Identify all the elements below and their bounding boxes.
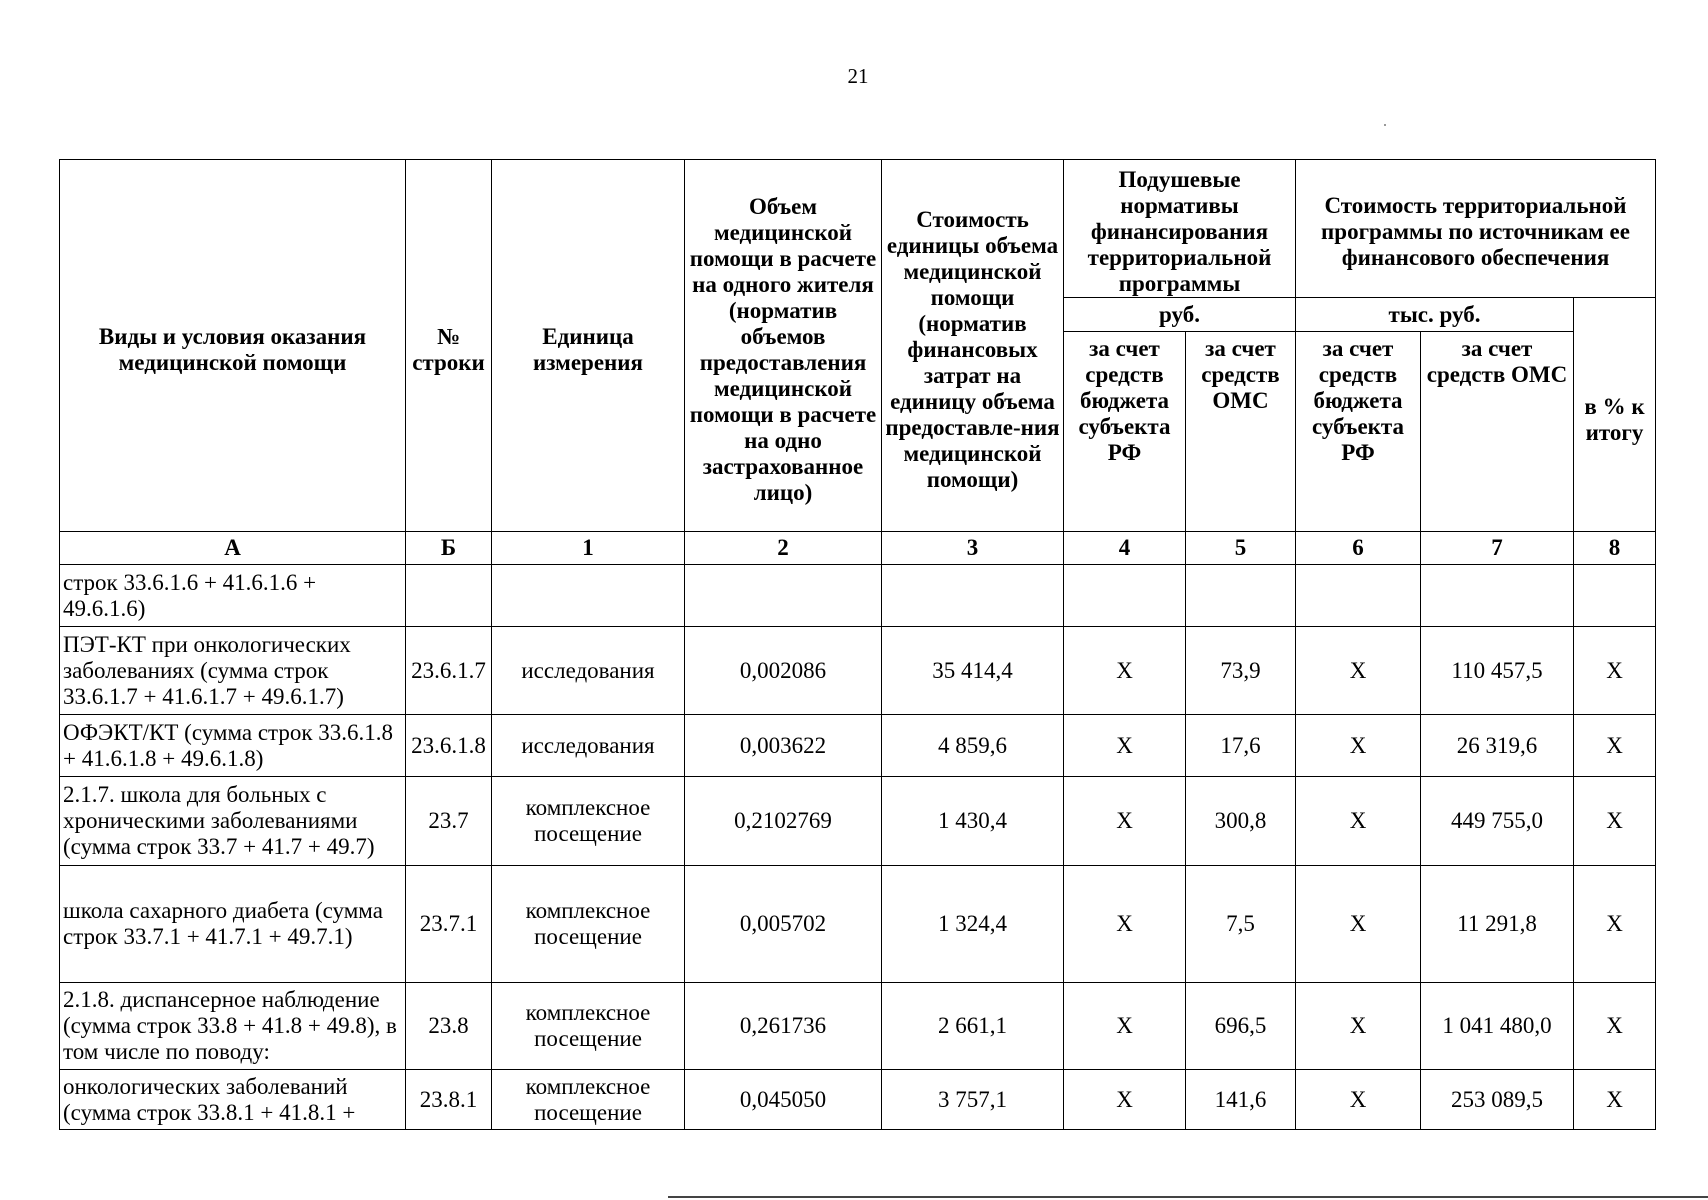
- row-line-number: [406, 565, 492, 627]
- scan-mark: [1384, 124, 1386, 126]
- table-row: [60, 715, 1656, 777]
- header-oms-cost: за счет средств ОМС: [1421, 332, 1574, 532]
- row-percent: X: [1574, 983, 1656, 1070]
- table-row: [60, 565, 1656, 627]
- row-name: ОФЭКТ/КТ (сумма строк 33.6.1.8 + 41.6.1.8 + 49.6.1.8): [60, 715, 406, 777]
- row-percent: X: [1574, 627, 1656, 715]
- header-line-number: № строки: [406, 160, 492, 532]
- row-oms-cost: 253 089,5: [1421, 1070, 1574, 1130]
- row-budget-cost: X: [1296, 627, 1421, 715]
- table-row: [60, 866, 1656, 983]
- row-budget-cost: X: [1296, 715, 1421, 777]
- header-unit: Единица измерения: [492, 160, 685, 532]
- row-unit: исследования: [492, 627, 685, 715]
- header-program-cost-group: Стоимость территориальной программы по источникам ее финансового обеспечения: [1296, 160, 1656, 298]
- row-unit-cost: 1 324,4: [882, 866, 1064, 983]
- row-volume: [685, 565, 882, 627]
- header-kind-of-care: Виды и условия оказания медицинской помощи: [60, 160, 406, 532]
- financing-table: [59, 159, 1656, 1130]
- index-cell: 4: [1064, 532, 1186, 565]
- row-budget-cost: [1296, 565, 1421, 627]
- row-oms-cost: 449 755,0: [1421, 777, 1574, 866]
- row-percent: X: [1574, 777, 1656, 866]
- row-oms-per-capita: 141,6: [1186, 1070, 1296, 1130]
- index-cell: 6: [1296, 532, 1421, 565]
- row-oms-cost: 1 041 480,0: [1421, 983, 1574, 1070]
- row-name: 2.1.7. школа для больных с хроническими заболеваниями (сумма строк 33.7 + 41.7 + 49.7): [60, 777, 406, 866]
- row-budget-per-capita: X: [1064, 777, 1186, 866]
- row-name: школа сахарного диабета (сумма строк 33.7.1 + 41.7.1 + 49.7.1): [60, 866, 406, 983]
- index-cell: А: [60, 532, 406, 565]
- header-oms-per-capita: за счет средств ОМС: [1186, 332, 1296, 532]
- index-cell: 5: [1186, 532, 1296, 565]
- row-volume: 0,045050: [685, 1070, 882, 1130]
- row-oms-cost: 110 457,5: [1421, 627, 1574, 715]
- row-oms-cost: 11 291,8: [1421, 866, 1574, 983]
- table-row: [60, 777, 1656, 866]
- header-unit-cost: Стоимость единицы объема медицинской помощи (норматив финансовых затрат на единицу объема предоставле-ния медицинской помощи): [882, 160, 1064, 532]
- row-volume: 0,002086: [685, 627, 882, 715]
- table-row: [60, 983, 1656, 1070]
- header-unit-thousand-rub: тыс. руб.: [1296, 298, 1574, 332]
- row-budget-per-capita: X: [1064, 627, 1186, 715]
- row-oms-per-capita: 73,9: [1186, 627, 1296, 715]
- row-percent: X: [1574, 866, 1656, 983]
- row-percent: X: [1574, 715, 1656, 777]
- row-oms-per-capita: 7,5: [1186, 866, 1296, 983]
- header-percent-of-total: в % к итогу: [1574, 298, 1656, 532]
- header-per-capita-group: Подушевые нормативы финансирования территориальной программы: [1064, 160, 1296, 298]
- row-oms-cost: 26 319,6: [1421, 715, 1574, 777]
- index-cell: 2: [685, 532, 882, 565]
- row-unit: комплексное посещение: [492, 777, 685, 866]
- row-line-number: 23.6.1.7: [406, 627, 492, 715]
- row-name: 2.1.8. диспансерное наблюдение (сумма строк 33.8 + 41.8 + 49.8), в том числе по поводу:: [60, 983, 406, 1070]
- row-percent: [1574, 565, 1656, 627]
- column-index-row: [60, 532, 1656, 565]
- row-oms-per-capita: 300,8: [1186, 777, 1296, 866]
- header-volume: Объем медицинской помощи в расчете на одного жителя (норматив объемов предоставления медицинской помощи в расчете на одно застрахованное лицо): [685, 160, 882, 532]
- row-budget-cost: X: [1296, 983, 1421, 1070]
- row-oms-cost: [1421, 565, 1574, 627]
- table-row: [60, 1070, 1656, 1130]
- row-unit: комплексное посещение: [492, 983, 685, 1070]
- table-row: [60, 627, 1656, 715]
- row-unit-cost: [882, 565, 1064, 627]
- index-cell: 7: [1421, 532, 1574, 565]
- row-unit: [492, 565, 685, 627]
- row-unit: комплексное посещение: [492, 1070, 685, 1130]
- index-cell: 3: [882, 532, 1064, 565]
- row-oms-per-capita: 696,5: [1186, 983, 1296, 1070]
- row-oms-per-capita: 17,6: [1186, 715, 1296, 777]
- row-budget-per-capita: X: [1064, 983, 1186, 1070]
- row-line-number: 23.8: [406, 983, 492, 1070]
- row-budget-cost: X: [1296, 1070, 1421, 1130]
- row-unit-cost: 35 414,4: [882, 627, 1064, 715]
- row-volume: 0,003622: [685, 715, 882, 777]
- row-volume: 0,261736: [685, 983, 882, 1070]
- row-budget-cost: X: [1296, 866, 1421, 983]
- row-name: онкологических заболеваний (сумма строк 33.8.1 + 41.8.1 +: [60, 1070, 406, 1130]
- row-budget-per-capita: [1064, 565, 1186, 627]
- row-line-number: 23.7.1: [406, 866, 492, 983]
- index-cell: Б: [406, 532, 492, 565]
- row-unit: комплексное посещение: [492, 866, 685, 983]
- row-budget-per-capita: X: [1064, 715, 1186, 777]
- index-cell: 8: [1574, 532, 1656, 565]
- header-budget-cost: за счет средств бюджета субъекта РФ: [1296, 332, 1421, 532]
- row-budget-per-capita: X: [1064, 1070, 1186, 1130]
- row-budget-cost: X: [1296, 777, 1421, 866]
- page-bottom-rule: [668, 1196, 1708, 1198]
- header-unit-rub: руб.: [1064, 298, 1296, 332]
- row-line-number: 23.6.1.8: [406, 715, 492, 777]
- row-unit-cost: 4 859,6: [882, 715, 1064, 777]
- row-oms-per-capita: [1186, 565, 1296, 627]
- row-name: строк 33.6.1.6 + 41.6.1.6 + 49.6.1.6): [60, 565, 406, 627]
- row-line-number: 23.8.1: [406, 1070, 492, 1130]
- row-line-number: 23.7: [406, 777, 492, 866]
- row-percent: X: [1574, 1070, 1656, 1130]
- row-unit: исследования: [492, 715, 685, 777]
- row-unit-cost: 2 661,1: [882, 983, 1064, 1070]
- row-name: ПЭТ-КТ при онкологических заболеваниях (сумма строк 33.6.1.7 + 41.6.1.7 + 49.6.1.7): [60, 627, 406, 715]
- row-unit-cost: 3 757,1: [882, 1070, 1064, 1130]
- header-budget-per-capita: за счет средств бюджета субъекта РФ: [1064, 332, 1186, 532]
- index-cell: 1: [492, 532, 685, 565]
- row-budget-per-capita: X: [1064, 866, 1186, 983]
- row-volume: 0,2102769: [685, 777, 882, 866]
- page-number: 21: [847, 64, 869, 88]
- row-unit-cost: 1 430,4: [882, 777, 1064, 866]
- row-volume: 0,005702: [685, 866, 882, 983]
